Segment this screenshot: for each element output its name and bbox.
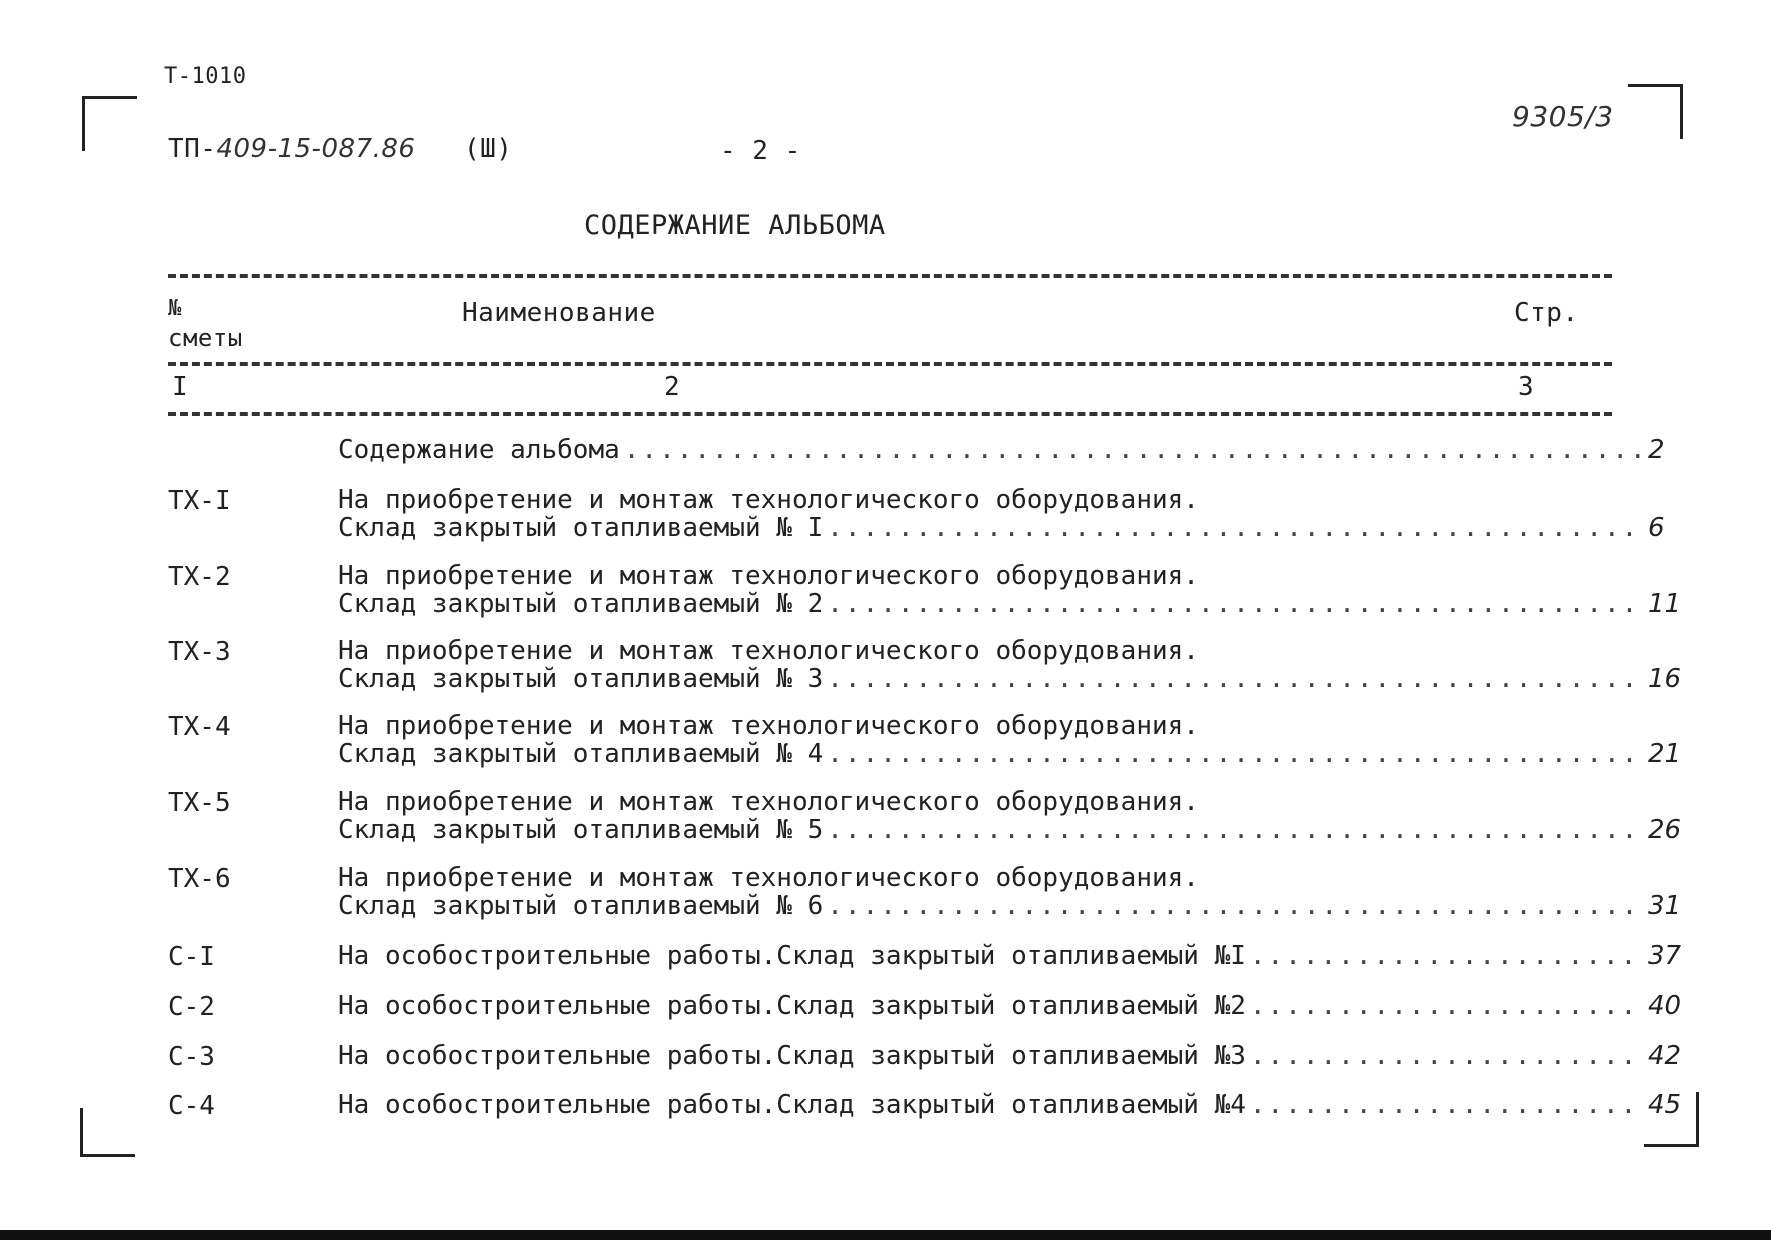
row-text: Склад закрытый отапливаемый № 5 (338, 815, 824, 845)
dot-leader (827, 665, 1644, 693)
dot-leader (1250, 942, 1644, 970)
row-page: 2 (1648, 435, 1665, 465)
corner-mark-top-left (82, 96, 137, 151)
row-line (338, 562, 1688, 590)
row-text: На приобретение и монтаж технологического оборудования. (338, 787, 1199, 817)
dot-leader (624, 436, 1644, 464)
row-page: 42 (1648, 1041, 1682, 1071)
dot-leader (827, 740, 1644, 768)
row-code: С-3 (168, 1042, 215, 1072)
project-designation (168, 134, 415, 164)
row-page: 16 (1648, 664, 1682, 694)
row-line (338, 665, 1688, 693)
col-number-1: I (172, 372, 189, 402)
row-text: Склад закрытый отапливаемый № 2 (338, 589, 824, 619)
dot-leader (827, 590, 1644, 618)
row-line (338, 864, 1688, 892)
row-line (338, 712, 1688, 740)
header-name: Наименование (462, 298, 656, 328)
header-estimate: сметы (168, 324, 243, 352)
project-prefix: ТП- (168, 134, 217, 164)
volume-number: (Ш) (464, 134, 513, 164)
row-name (338, 636, 1682, 694)
row-name (338, 787, 1682, 845)
row-code: ТХ-6 (168, 864, 231, 894)
dot-leader (827, 514, 1644, 542)
row-text: На особостроительные работы.Склад закрытый отапливаемый №I (338, 941, 1246, 971)
document-code: Т-1010 (164, 64, 247, 89)
archive-number: 9305/3 (1512, 100, 1614, 133)
row-name (338, 436, 1668, 464)
row-name (338, 561, 1682, 619)
row-page: 45 (1648, 1090, 1682, 1120)
col-number-3: 3 (1518, 372, 1535, 402)
row-line (338, 637, 1688, 665)
row-code: С-4 (168, 1091, 215, 1121)
row-text: На приобретение и монтаж технологического оборудования. (338, 711, 1199, 741)
dot-leader (827, 892, 1644, 920)
row-name (338, 941, 1682, 971)
header-page: Стр. (1514, 298, 1579, 328)
row-line (338, 942, 1688, 970)
row-page: 6 (1648, 513, 1665, 543)
dot-leader (1250, 1042, 1644, 1070)
row-line (338, 436, 1688, 464)
corner-mark-top-right (1628, 84, 1683, 139)
row-line (338, 1042, 1688, 1070)
dot-leader (1250, 992, 1644, 1020)
row-text: Склад закрытый отапливаемый № I (338, 513, 824, 543)
row-line (338, 486, 1688, 514)
row-page: 31 (1648, 891, 1682, 921)
col-number-2: 2 (664, 372, 681, 402)
row-line (338, 740, 1688, 768)
row-text: Склад закрытый отапливаемый № 4 (338, 739, 824, 769)
corner-mark-bottom-left (80, 1108, 135, 1157)
page-number: - 2 - (720, 136, 801, 166)
row-name (338, 991, 1682, 1021)
row-code: ТХ-3 (168, 637, 231, 667)
row-text: Склад закрытый отапливаемый № 6 (338, 891, 824, 921)
row-page: 40 (1648, 991, 1682, 1021)
row-line (338, 1091, 1688, 1119)
row-page: 21 (1648, 739, 1682, 769)
page-title: СОДЕРЖАНИЕ АЛЬБОМА (584, 210, 886, 241)
row-line (338, 892, 1688, 920)
row-code: ТХ-4 (168, 712, 231, 742)
row-name (338, 486, 1668, 542)
row-page: 11 (1648, 589, 1682, 619)
row-text: На приобретение и монтаж технологического оборудования. (338, 863, 1199, 893)
row-name (338, 863, 1682, 921)
row-text: На особостроительные работы.Склад закрытый отапливаемый №2 (338, 991, 1246, 1021)
row-name (338, 711, 1682, 769)
row-line (338, 590, 1688, 618)
row-text: На приобретение и монтаж технологического оборудования. (338, 561, 1199, 591)
row-line (338, 816, 1688, 844)
row-text: Содержание альбома (338, 435, 620, 465)
row-code: С-2 (168, 992, 215, 1022)
row-text: На приобретение и монтаж технологического оборудования. (338, 636, 1199, 666)
column-numbers-rule (168, 412, 1612, 416)
header-number-sign: № (168, 296, 182, 321)
row-name (338, 1090, 1682, 1120)
row-page: 37 (1648, 941, 1682, 971)
row-text: На приобретение и монтаж технологического оборудования. (338, 485, 1199, 515)
scan-bottom-edge (0, 1230, 1771, 1240)
row-code: ТХ-I (168, 486, 231, 516)
row-code: ТХ-5 (168, 788, 231, 818)
project-number: 409-15-087.86 (216, 134, 416, 164)
row-line (338, 992, 1688, 1020)
row-line (338, 788, 1688, 816)
row-line (338, 514, 1688, 542)
dot-leader (1250, 1091, 1644, 1119)
row-text: Склад закрытый отапливаемый № 3 (338, 664, 824, 694)
row-name (338, 1041, 1682, 1071)
header-rule (168, 362, 1612, 366)
row-code: ТХ-2 (168, 562, 231, 592)
row-page: 26 (1648, 815, 1682, 845)
row-text: На особостроительные работы.Склад закрытый отапливаемый №4 (338, 1090, 1246, 1120)
row-text: На особостроительные работы.Склад закрытый отапливаемый №3 (338, 1041, 1246, 1071)
dot-leader (827, 816, 1644, 844)
row-code: С-I (168, 942, 215, 972)
table-top-rule (168, 274, 1612, 278)
